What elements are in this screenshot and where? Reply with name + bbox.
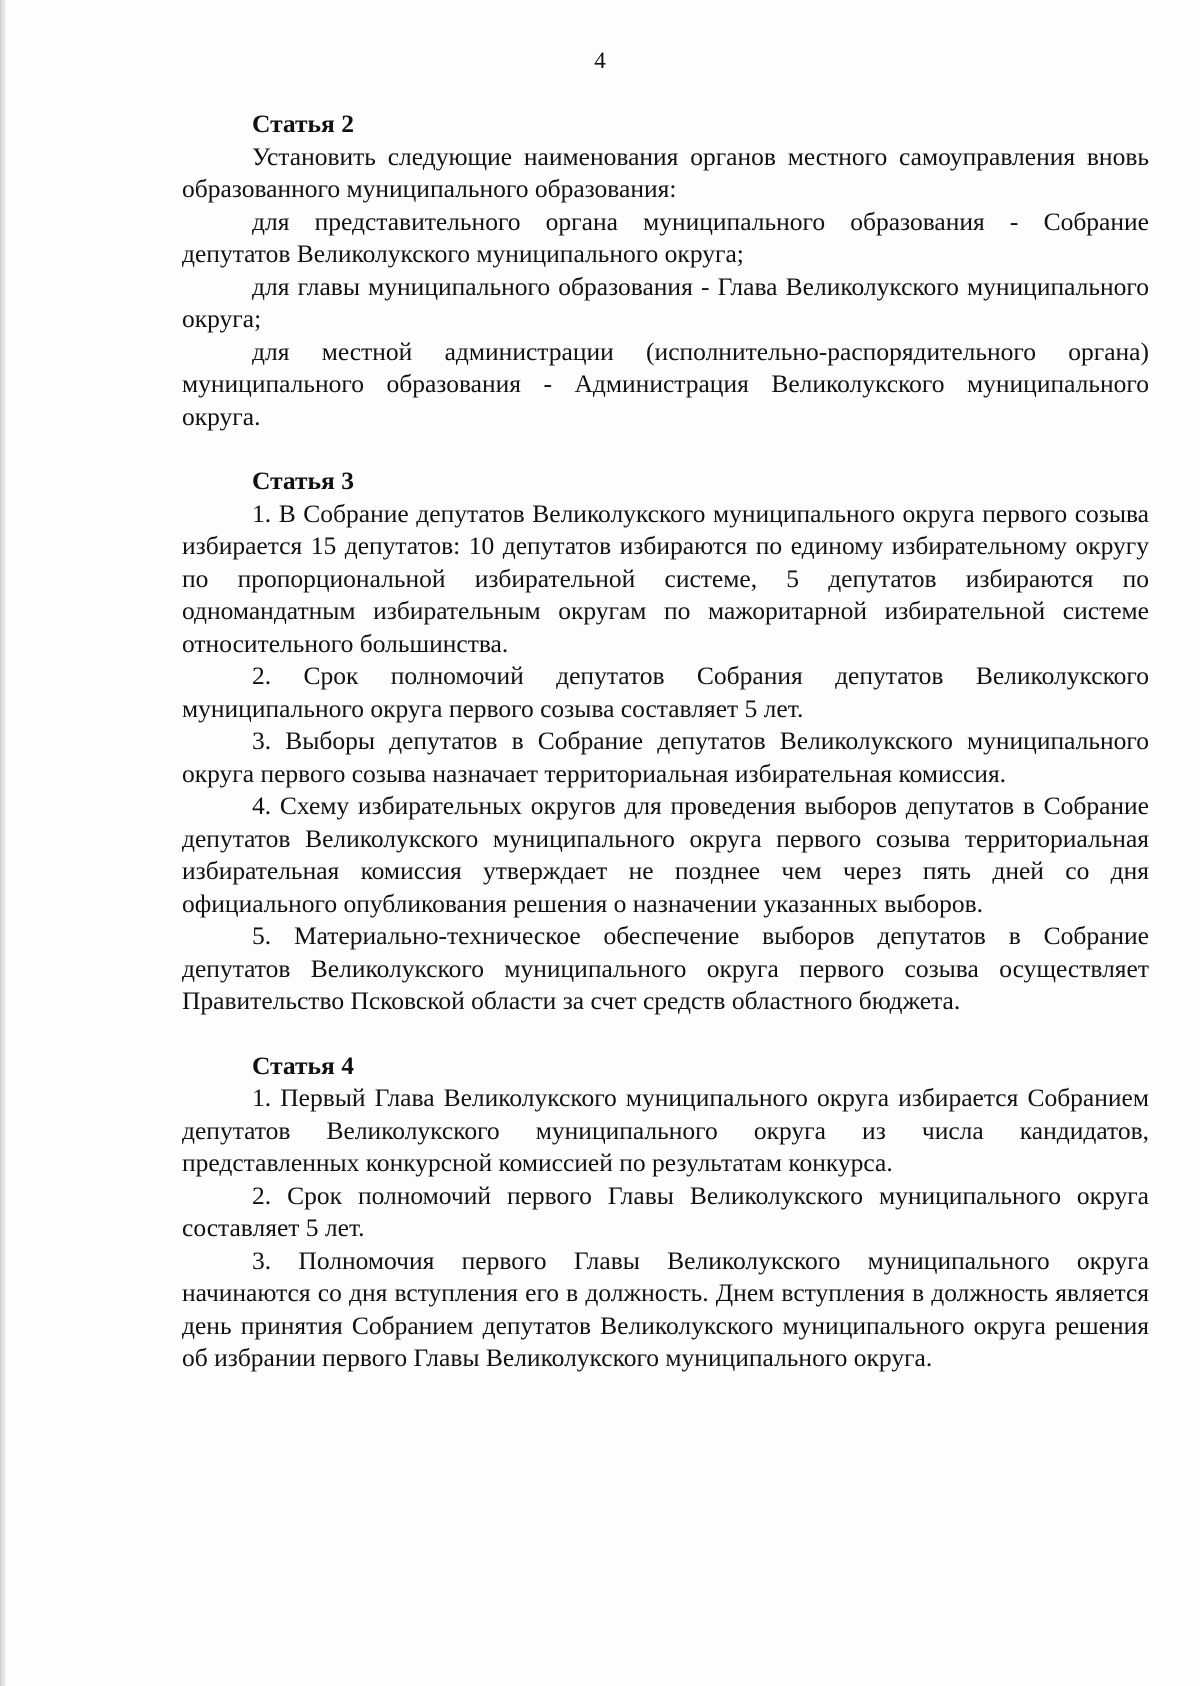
article-heading: Статья 2 (252, 109, 354, 138)
scan-edge (0, 0, 6, 1686)
article-4 (182, 1050, 1149, 1375)
page-number: 4 (594, 48, 606, 73)
paragraph: для местной администрации (исполнительно-распорядительного органа) муниципального образования - Администрация Великолукского муниципального округа. (182, 336, 1149, 431)
paragraph: Установить следующие наименования органов местного самоуправления вновь образованного муниципального образования: (182, 141, 1149, 203)
paragraph: для главы муниципального образования - Глава Великолукского муниципального округа; (182, 271, 1149, 333)
paragraph: 3. Выборы депутатов в Собрание депутатов Великолукского муниципального округа первого созыва назначает территориальная избирательная комиссия. (182, 726, 1149, 788)
article-heading: Статья 3 (252, 466, 354, 495)
paragraph: 3. Полномочия первого Главы Великолукского муниципального округа начинаются со дня вступления его в должность. Днем вступления в должность является день принятия Собранием депутатов Великолукского муниципального округа решения об избрании первого Главы Великолукского муниципального округа. (182, 1245, 1149, 1372)
paragraph: 5. Материально-техническое обеспечение выборов депутатов в Собрание депутатов Великолукского муниципального округа первого созыва осуществляет Правительство Псковской области за счет средств областного бюджета. (182, 921, 1149, 1015)
article-2 (182, 108, 1149, 433)
document-body (182, 108, 1149, 1407)
paragraph: 2. Срок полномочий депутатов Собрания депутатов Великолукского муниципального округа первого созыва составляет 5 лет. (182, 661, 1149, 723)
article-heading: Статья 4 (252, 1050, 354, 1080)
paragraph: для представительного органа муниципального образования - Собрание депутатов Великолукского муниципального округа; (182, 206, 1149, 268)
paragraph: 1. Первый Глава Великолукского муниципального округа избирается Собранием депутатов Великолукского муниципального округа из числа кандидатов, представленных конкурсной комиссией по результатам конкурса. (182, 1083, 1149, 1177)
paragraph: 1. В Собрание депутатов Великолукского муниципального округа первого созыва избирается 15 депутатов: 10 депутатов избираются по единому избирательному округу по пропорциональной избирательной системе, 5 депутатов избираются по одномандатным избирательным округам по мажоритарной избирательной системе относительного большинства. (182, 498, 1149, 658)
article-3 (182, 465, 1149, 1018)
paragraph: 4. Схему избирательных округов для проведения выборов депутатов в Собрание депутатов Великолукского муниципального округа первого созыва территориальная избирательная комиссия утверждает не позднее чем через пять дней со дня официального опубликования решения о назначении указанных выборов. (182, 791, 1149, 918)
paragraph: 2. Срок полномочий первого Главы Великолукского муниципального округа составляет 5 лет. (182, 1180, 1149, 1242)
